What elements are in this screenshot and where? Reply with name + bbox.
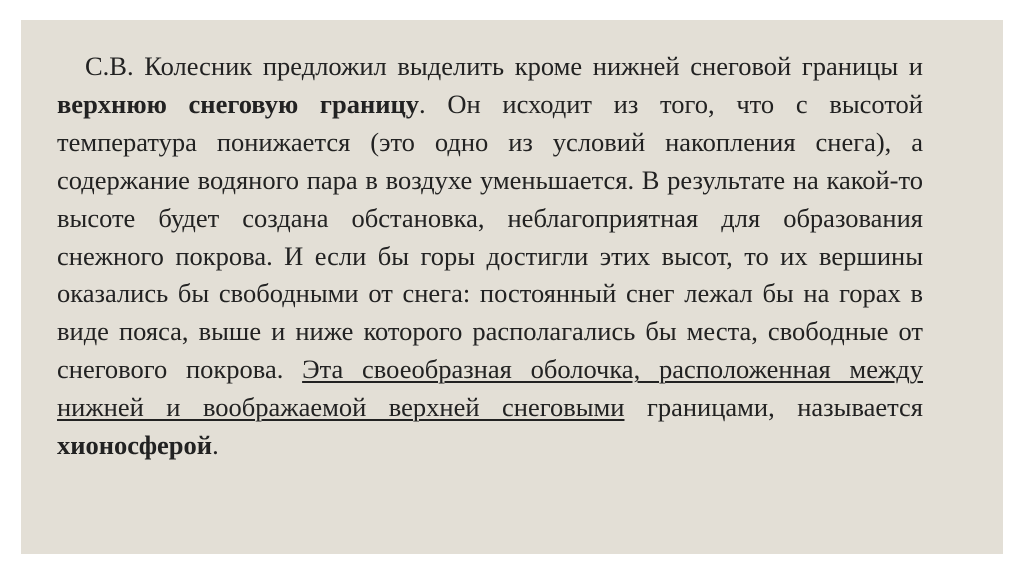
intro-text: С.В. Колесник предложил выделить кроме нижней снеговой границы и (85, 51, 923, 81)
chionosphere-term: хионосферой (57, 430, 213, 461)
underlined-definition: Эта своеобразная оболочка, расположенная между нижней и воображаемой верхней снеговыми (57, 354, 924, 423)
definition-paragraph (57, 48, 923, 465)
final-period: . (212, 430, 219, 461)
upper-snow-line-term: верхнюю снеговую границу (57, 88, 420, 119)
definition-tail: границами, называется (624, 392, 923, 423)
explanation-text: . Он исходит из того, что с высотой температура понижается (это одно из условий накопления снега), а содержание водяного пара в воздухе уменьшается. В результате на какой-то высоте будет создана обстановка, неблагоприятная для образования снежного покрова. И если бы горы достигли этих высот, то их вершины оказались бы свободными от снега: постоянный снег лежал бы на горах в виде пояса, выше и ниже которого располагались бы места, свободные от снегового покрова. (57, 88, 923, 385)
slide (21, 20, 1003, 554)
